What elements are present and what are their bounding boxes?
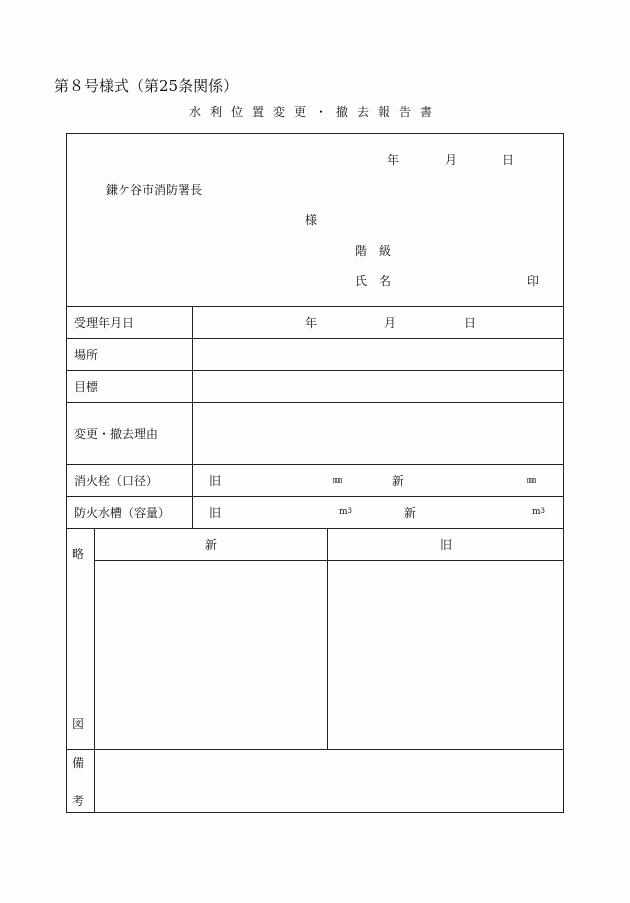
hydrant-old-label: 旧 bbox=[209, 474, 222, 488]
received-date-label: 受理年月日 bbox=[74, 316, 135, 330]
sketch-new-area[interactable] bbox=[96, 562, 326, 748]
label-column-divider bbox=[192, 306, 193, 528]
hydrant-new-label: 新 bbox=[392, 474, 405, 488]
received-day: 日 bbox=[464, 316, 477, 330]
recipient: 鎌ケ谷市消防署長 bbox=[106, 183, 203, 197]
divider-received bbox=[66, 338, 564, 339]
location-label: 場所 bbox=[74, 348, 99, 362]
received-month: 月 bbox=[384, 316, 397, 330]
document-title: 水利位置変更・撤去報告書 bbox=[188, 105, 441, 119]
remarks-label-bottom: 考 bbox=[72, 794, 85, 808]
honorific: 様 bbox=[305, 213, 318, 227]
date-month: 月 bbox=[445, 153, 458, 167]
cistern-old-label: 旧 bbox=[209, 506, 222, 520]
sketch-label-divider bbox=[94, 528, 95, 813]
divider-landmark bbox=[66, 402, 564, 403]
divider-sketch-header bbox=[94, 560, 564, 561]
hydrant-label: 消火栓（口径） bbox=[74, 474, 159, 488]
remarks-area[interactable] bbox=[96, 751, 563, 812]
received-year: 年 bbox=[305, 316, 318, 330]
divider-location bbox=[66, 370, 564, 371]
form-number: 第８号様式（第25条関係） bbox=[54, 77, 239, 95]
landmark-label: 目標 bbox=[74, 380, 99, 394]
cistern-new-unit: $m^3$ bbox=[532, 507, 546, 517]
name-label: 氏 名 bbox=[355, 274, 392, 288]
cistern-old-unit: $m^3$ bbox=[339, 507, 353, 517]
remarks-label-top: 備 bbox=[72, 756, 85, 770]
date-day: 日 bbox=[502, 153, 515, 167]
seal-label: 印 bbox=[527, 274, 540, 288]
sketch-old-area[interactable] bbox=[329, 562, 563, 748]
rank-label: 階 級 bbox=[355, 244, 392, 258]
divider-sketch bbox=[66, 749, 564, 750]
cistern-label: 防火水槽（容量） bbox=[74, 506, 171, 520]
date-year: 年 bbox=[387, 153, 400, 167]
hydrant-new-unit: ㎜ bbox=[527, 476, 537, 486]
sketch-new-old-divider bbox=[327, 528, 328, 749]
reason-label: 変更・撤去理由 bbox=[74, 427, 159, 441]
divider-addressee bbox=[66, 306, 564, 307]
sketch-old-header: 旧 bbox=[440, 538, 453, 552]
sketch-label-top: 略 bbox=[72, 547, 85, 561]
divider-cistern bbox=[66, 528, 564, 529]
cistern-new-label: 新 bbox=[404, 506, 417, 520]
hydrant-old-unit: ㎜ bbox=[333, 476, 343, 486]
divider-hydrant bbox=[66, 496, 564, 497]
sketch-new-header: 新 bbox=[205, 538, 218, 552]
divider-reason bbox=[66, 464, 564, 465]
sketch-label-bottom: 図 bbox=[72, 717, 85, 731]
